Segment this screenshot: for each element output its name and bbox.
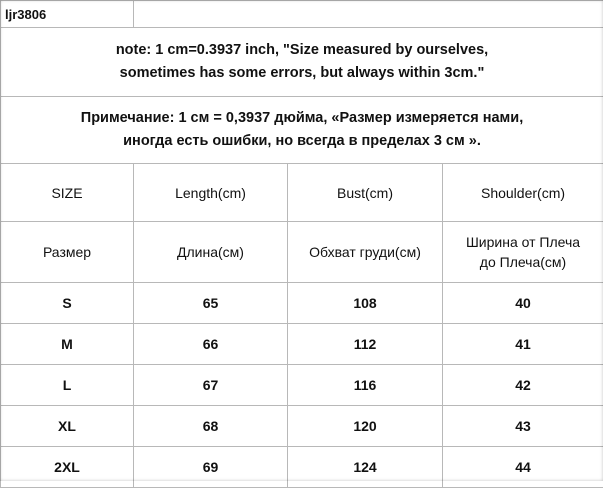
note-english-line-1: note: 1 cm=0.3937 inch, "Size measured by ourselves, bbox=[1, 39, 603, 62]
cell-size: M bbox=[1, 324, 134, 365]
header-bust: Bust(cm) bbox=[288, 164, 443, 222]
cell-length: 66 bbox=[134, 324, 288, 365]
cell-size: L bbox=[1, 365, 134, 406]
cell-bust: 112 bbox=[288, 324, 443, 365]
cell-size: 2XL bbox=[1, 447, 134, 488]
header-ru-shoulder-line-1: Ширина от Плеча bbox=[443, 232, 603, 252]
header-length: Length(cm) bbox=[134, 164, 288, 222]
cell-bust: 120 bbox=[288, 406, 443, 447]
cell-bust: 108 bbox=[288, 283, 443, 324]
cell-size: S bbox=[1, 283, 134, 324]
note-ru-row bbox=[1, 97, 603, 164]
product-code: ljr3806 bbox=[1, 1, 134, 28]
header-ru-row bbox=[1, 222, 603, 283]
note-en-row bbox=[1, 28, 603, 97]
cell-size: XL bbox=[1, 406, 134, 447]
header-ru-size: Размер bbox=[1, 222, 134, 283]
header-ru-length: Длина(см) bbox=[134, 222, 288, 283]
header-row bbox=[1, 164, 603, 222]
cell-bust: 116 bbox=[288, 365, 443, 406]
table-row bbox=[1, 447, 603, 488]
header-ru-bust: Обхват груди(см) bbox=[288, 222, 443, 283]
code-row bbox=[1, 1, 603, 28]
header-shoulder: Shoulder(cm) bbox=[443, 164, 603, 222]
cell-shoulder: 42 bbox=[443, 365, 603, 406]
table-row bbox=[1, 324, 603, 365]
cell-bust: 124 bbox=[288, 447, 443, 488]
table-row bbox=[1, 283, 603, 324]
note-russian bbox=[1, 97, 603, 164]
cell-length: 68 bbox=[134, 406, 288, 447]
table-row bbox=[1, 365, 603, 406]
note-russian-line-2: иногда есть ошибки, но всегда в пределах 3 см ». bbox=[1, 130, 603, 153]
cell-shoulder: 40 bbox=[443, 283, 603, 324]
note-russian-line-1: Примечание: 1 см = 0,3937 дюйма, «Размер измеряется нами, bbox=[1, 107, 603, 130]
cell-length: 69 bbox=[134, 447, 288, 488]
cell-shoulder: 44 bbox=[443, 447, 603, 488]
header-size: SIZE bbox=[1, 164, 134, 222]
table-row bbox=[1, 406, 603, 447]
cell-shoulder: 41 bbox=[443, 324, 603, 365]
code-row-empty bbox=[134, 1, 603, 28]
header-ru-shoulder bbox=[443, 222, 603, 283]
cell-shoulder: 43 bbox=[443, 406, 603, 447]
cell-length: 65 bbox=[134, 283, 288, 324]
note-english-line-2: sometimes has some errors, but always within 3cm." bbox=[1, 62, 603, 85]
header-ru-shoulder-line-2: до Плеча(см) bbox=[443, 252, 603, 272]
cell-length: 67 bbox=[134, 365, 288, 406]
note-english bbox=[1, 28, 603, 97]
